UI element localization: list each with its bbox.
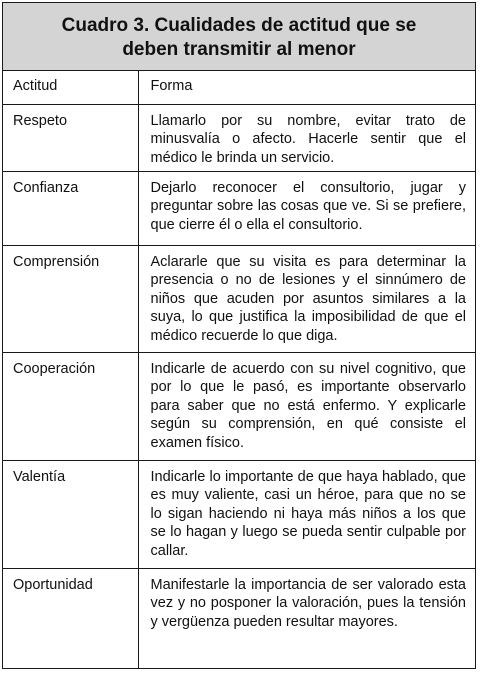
header-attitude: Actitud bbox=[3, 71, 138, 104]
header-form: Forma bbox=[150, 78, 193, 94]
caption-line-2: deben transmitir al menor bbox=[122, 38, 356, 60]
table-frame bbox=[2, 2, 476, 669]
table-row bbox=[3, 245, 475, 352]
form-cell: Llamarlo por su nombre, evitar trato de minusvalía o afecto. Hacerle sentir que el médico le brinda un servicio. bbox=[138, 104, 475, 171]
form-cell: Indicarle de acuerdo con su nivel cognitivo, que por lo que le pasó, es importante observarlo para saber que no está enfermo. Y explicarle según su comprensión, en qué consiste el examen físico. bbox=[138, 352, 475, 460]
attitude-cell: Respeto bbox=[3, 104, 138, 171]
caption-line-1: Cuadro 3. Cualidades de actitud que se bbox=[61, 14, 417, 36]
table-row bbox=[3, 352, 475, 460]
attitude-cell: Confianza bbox=[3, 171, 138, 245]
attitude-cell: Cooperación bbox=[3, 352, 138, 460]
attitude-cell: Valentía bbox=[3, 460, 138, 568]
form-cell: Dejarlo reconocer el consultorio, jugar y preguntar sobre las cosas que ve. Si se prefiere, que cierre él o ella el consultorio. bbox=[138, 171, 475, 245]
table-caption bbox=[3, 3, 475, 71]
form-cell: Indicarle lo importante de que haya hablado, que es muy valiente, casi un héroe, para que no se lo sigan haciendo ni haya más niños a los que se lo hagan y luego se pueda sentir culpable por callar. bbox=[138, 460, 475, 568]
attitude-cell: Oportunidad bbox=[3, 568, 138, 668]
form-cell: Aclararle que su visita es para determinar la presencia o no de lesiones y el sinnúmero de niños que acuden por asuntos similares a la suya, lo que justifica la imposibilidad de que el médico recuerde lo que diga. bbox=[138, 245, 475, 352]
table-row bbox=[3, 104, 475, 171]
header-row bbox=[3, 71, 475, 104]
form-cell: Manifestarle la importancia de ser valorado esta vez y no posponer la valoración, pues la tensión y vergüenza pueden resultar mayores. bbox=[138, 568, 475, 668]
table-row bbox=[3, 460, 475, 568]
attitude-cell: Comprensión bbox=[3, 245, 138, 352]
attitude-table bbox=[3, 71, 475, 668]
table-row bbox=[3, 171, 475, 245]
table-row bbox=[3, 568, 475, 668]
